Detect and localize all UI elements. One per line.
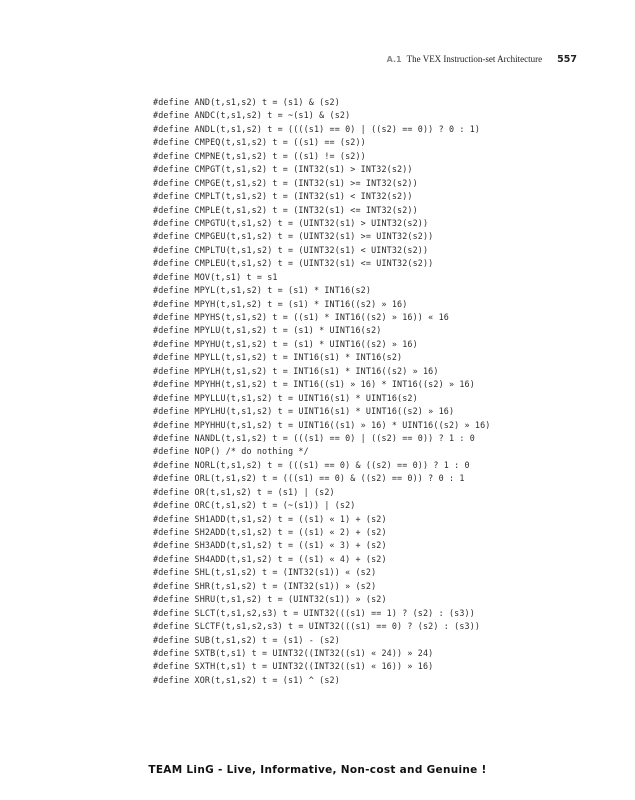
code-line: #define CMPGT(t,s1,s2) t = (INT32(s1) > INT32(s2)) xyxy=(153,164,413,175)
code-line: #define CMPLTU(t,s1,s2) t = (UINT32(s1) < UINT32(s2)) xyxy=(153,244,429,255)
code-line: #define ORC(t,s1,s2) t = (~(s1)) | (s2) xyxy=(153,500,356,511)
running-header xyxy=(387,54,577,68)
code-line: #define MPYH(t,s1,s2) t = (s1) * INT16((s2) » 16) xyxy=(153,298,408,309)
code-line: #define SHRU(t,s1,s2) t = (UINT32(s1)) » (s2) xyxy=(153,594,387,605)
code-line: #define SH3ADD(t,s1,s2) t = ((s1) « 3) + (s2) xyxy=(153,540,387,551)
code-line: #define SLCTF(t,s1,s2,s3) t = UINT32(((s1) == 0) ? (s2) : (s3)) xyxy=(153,621,481,632)
code-listing xyxy=(153,96,593,687)
code-line: #define MPYLH(t,s1,s2) t = INT16(s1) * INT16((s2) » 16) xyxy=(153,365,439,376)
code-line: #define CMPGE(t,s1,s2) t = (INT32(s1) >= INT32(s2)) xyxy=(153,177,418,188)
code-line: #define CMPEQ(t,s1,s2) t = ((s1) == (s2)) xyxy=(153,137,366,148)
page-number: 557 xyxy=(557,54,577,65)
code-line: #define XOR(t,s1,s2) t = (s1) ^ (s2) xyxy=(153,674,340,685)
code-line: #define MPYLU(t,s1,s2) t = (s1) * UINT16(s2) xyxy=(153,325,382,336)
code-line: #define MPYHHU(t,s1,s2) t = UINT16((s1) » 16) * UINT16((s2) » 16) xyxy=(153,419,491,430)
code-line: #define CMPNE(t,s1,s2) t = ((s1) != (s2)) xyxy=(153,150,366,161)
code-line: #define ANDC(t,s1,s2) t = ~(s1) & (s2) xyxy=(153,110,351,121)
code-line: #define MPYHS(t,s1,s2) t = ((s1) * INT16((s2) » 16)) « 16 xyxy=(153,312,449,322)
code-line: #define SH4ADD(t,s1,s2) t = ((s1) « 4) + (s2) xyxy=(153,553,387,564)
code-line: #define SLCT(t,s1,s2,s3) t = UINT32(((s1) == 1) ? (s2) : (s3)) xyxy=(153,607,475,618)
code-line: #define SHL(t,s1,s2) t = (INT32(s1)) « (s2) xyxy=(153,567,377,578)
code-line: #define MPYLHU(t,s1,s2) t = UINT16(s1) * UINT16((s2) » 16) xyxy=(153,406,455,417)
section-number: A.1 xyxy=(386,55,402,64)
code-line: #define MPYLL(t,s1,s2) t = INT16(s1) * INT16(s2) xyxy=(153,352,403,363)
code-line: #define SH1ADD(t,s1,s2) t = ((s1) « 1) + (s2) xyxy=(153,513,387,524)
code-line: #define MPYHU(t,s1,s2) t = (s1) * UINT16((s2) » 16) xyxy=(153,338,418,349)
code-line: #define NOP() /* do nothing */ xyxy=(153,446,309,457)
code-line: #define AND(t,s1,s2) t = (s1) & (s2) xyxy=(153,97,340,107)
code-line: #define MPYL(t,s1,s2) t = (s1) * INT16(s2) xyxy=(153,285,372,296)
footer-banner: TEAM LinG - Live, Informative, Non-cost and Genuine ! xyxy=(148,764,487,776)
code-line: #define CMPLE(t,s1,s2) t = (INT32(s1) <= INT32(s2)) xyxy=(153,204,418,215)
code-line: #define NANDL(t,s1,s2) t = (((s1) == 0) | ((s2) == 0)) ? 1 : 0 xyxy=(153,432,475,443)
code-line: #define SHR(t,s1,s2) t = (INT32(s1)) » (s2) xyxy=(153,580,377,591)
code-line: #define SUB(t,s1,s2) t = (s1) - (s2) xyxy=(153,634,340,645)
code-line: #define SH2ADD(t,s1,s2) t = ((s1) « 2) + (s2) xyxy=(153,527,387,537)
code-line: #define SXTB(t,s1) t = UINT32((INT32((s1) « 24)) » 24) xyxy=(153,647,434,658)
code-line: #define CMPLT(t,s1,s2) t = (INT32(s1) < INT32(s2)) xyxy=(153,191,413,202)
code-line: #define ORL(t,s1,s2) t = (((s1) == 0) & ((s2) == 0)) ? 0 : 1 xyxy=(153,473,465,484)
code-line: #define MPYHH(t,s1,s2) t = INT16((s1) » 16) * INT16((s2) » 16) xyxy=(153,379,475,390)
code-line: #define NORL(t,s1,s2) t = (((s1) == 0) & ((s2) == 0)) ? 1 : 0 xyxy=(153,459,470,470)
code-line: #define CMPLEU(t,s1,s2) t = (UINT32(s1) <= UINT32(s2)) xyxy=(153,258,434,269)
code-line: #define MOV(t,s1) t = s1 xyxy=(153,271,278,282)
code-line: #define OR(t,s1,s2) t = (s1) | (s2) xyxy=(153,486,335,497)
code-line: #define ANDL(t,s1,s2) t = ((((s1) == 0) | ((s2) == 0)) ? 0 : 1) xyxy=(153,123,481,134)
code-line: #define SXTH(t,s1) t = UINT32((INT32((s1) « 16)) » 16) xyxy=(153,661,434,672)
code-line: #define CMPGEU(t,s1,s2) t = (UINT32(s1) >= UINT32(s2)) xyxy=(153,231,434,242)
code-line: #define MPYLLU(t,s1,s2) t = UINT16(s1) * UINT16(s2) xyxy=(153,392,418,403)
chapter-title: The VEX Instruction-set Architecture xyxy=(406,54,543,64)
code-line: #define CMPGTU(t,s1,s2) t = (UINT32(s1) > UINT32(s2)) xyxy=(153,217,429,228)
